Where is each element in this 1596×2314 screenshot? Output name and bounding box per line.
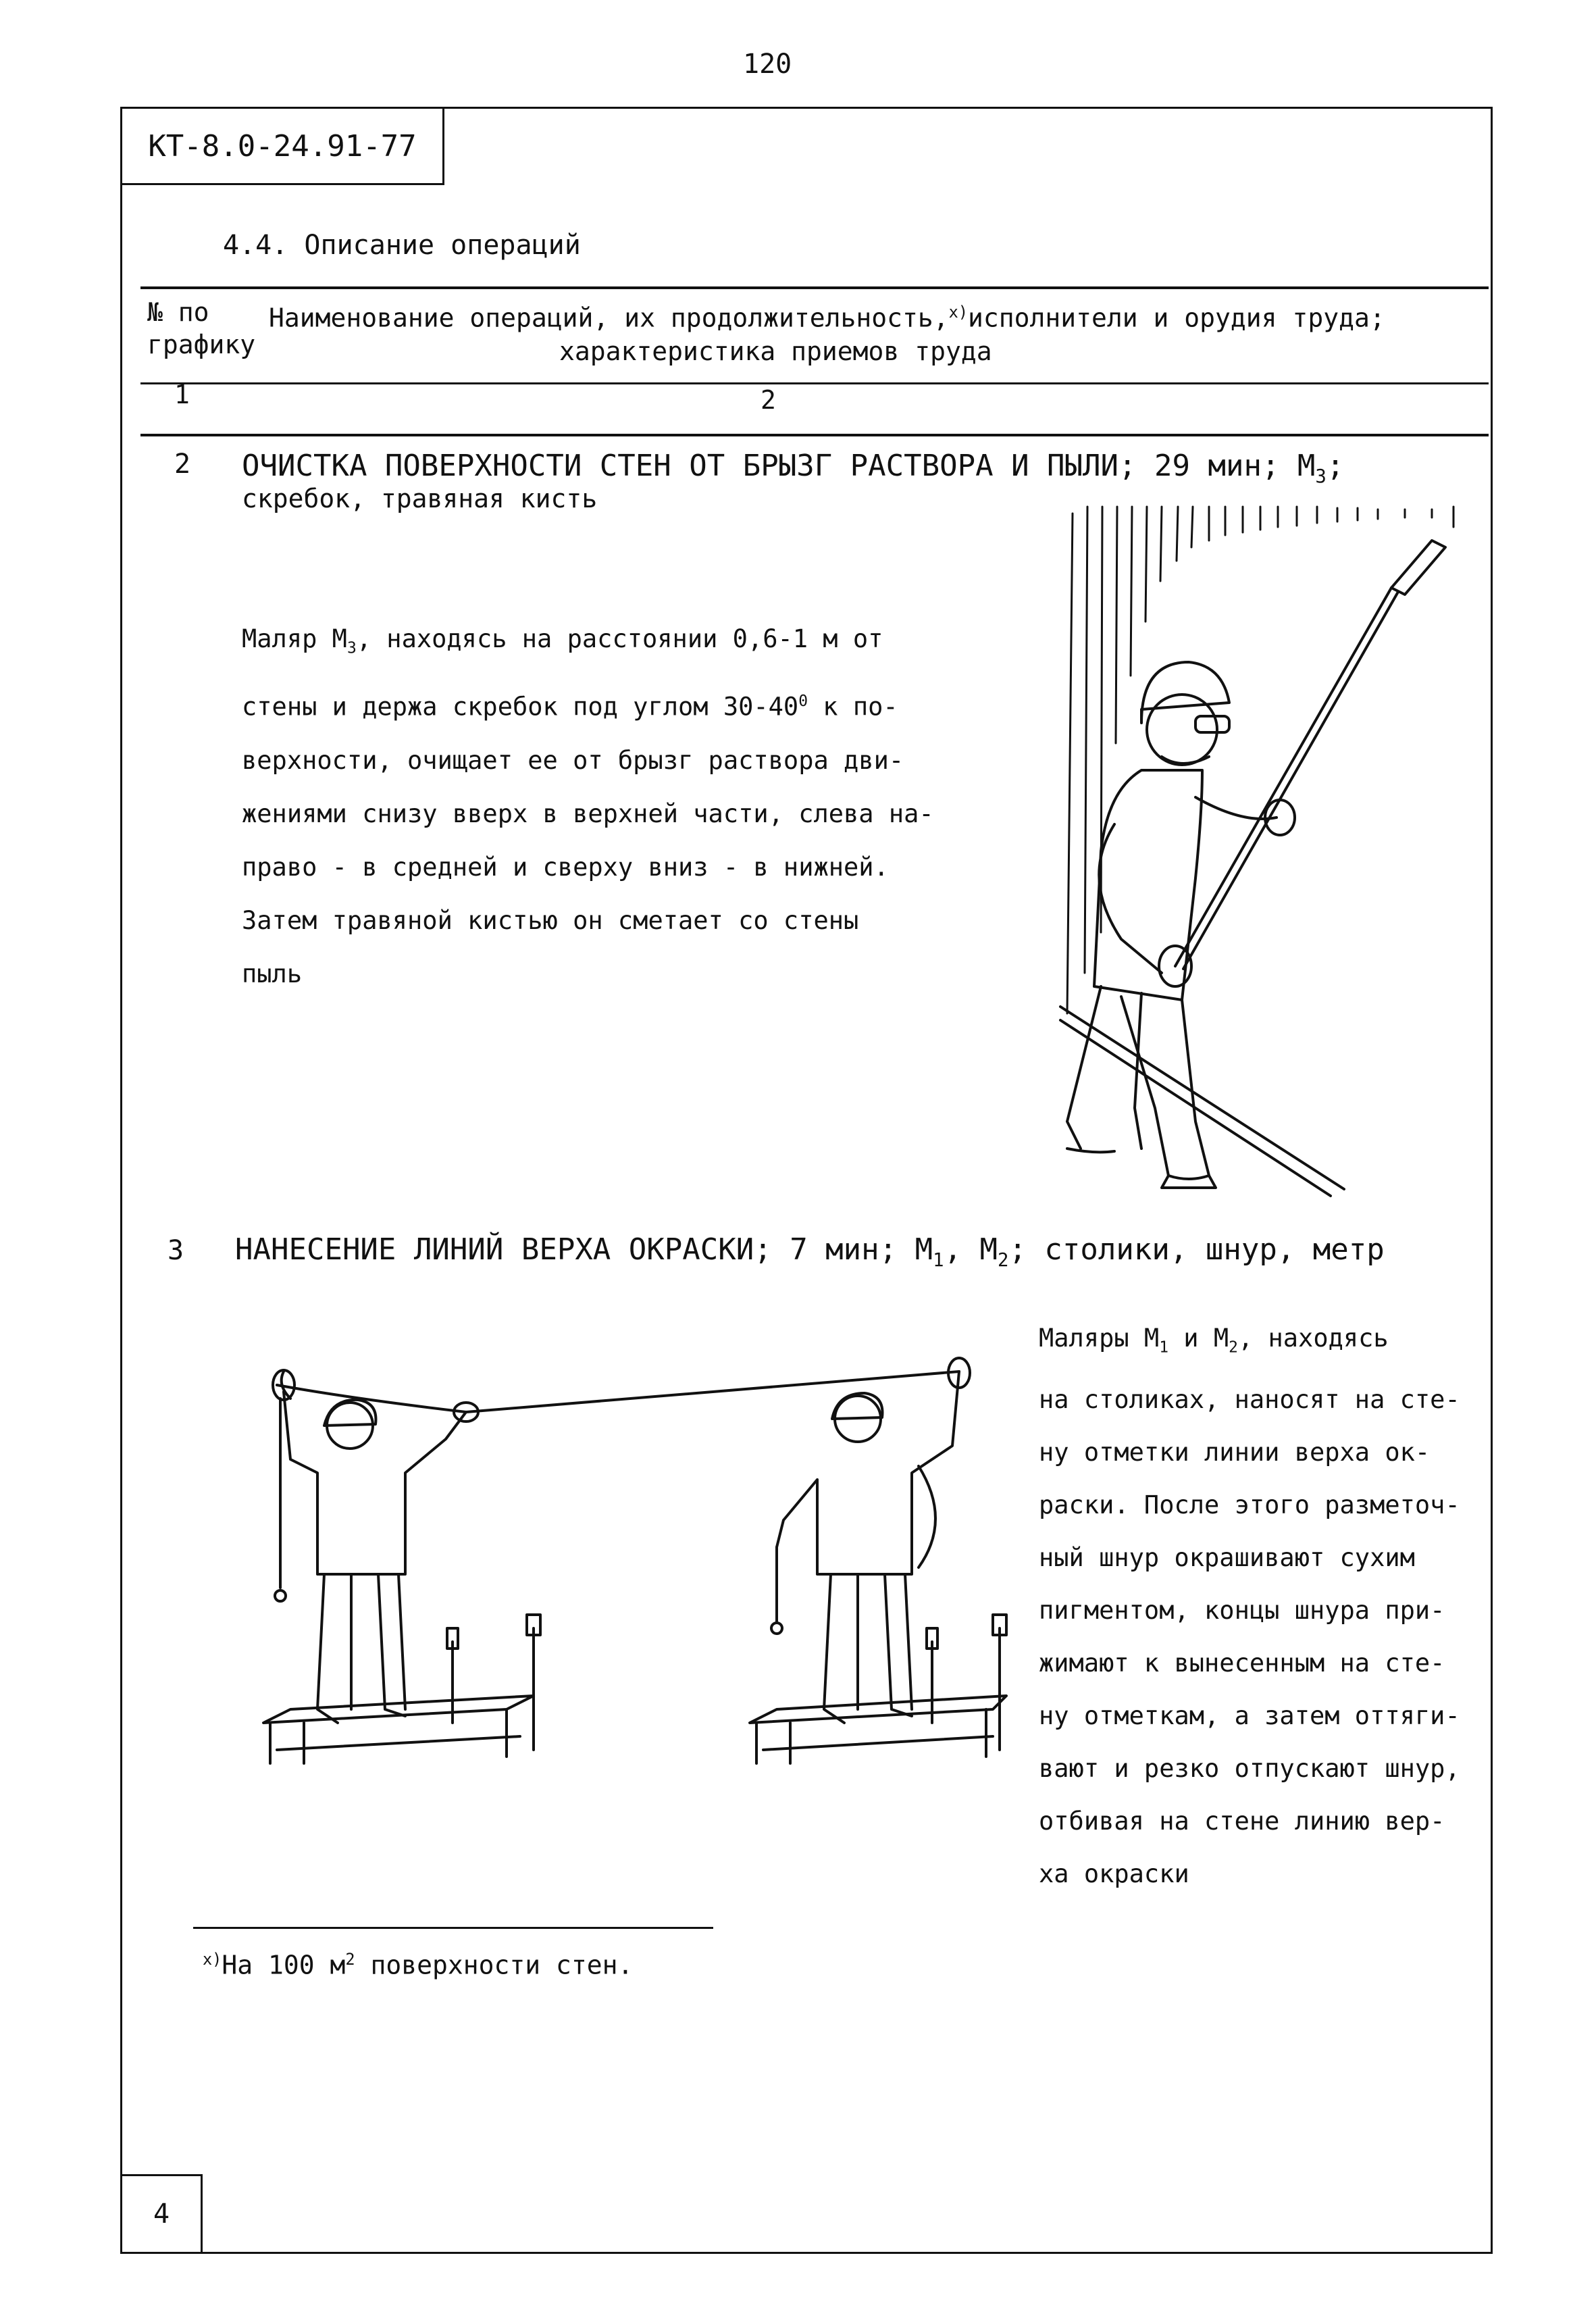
footnote-rule — [193, 1927, 713, 1929]
col2-header-line2: характеристика приемов труда — [559, 336, 992, 366]
page-number: 120 — [743, 49, 792, 80]
footnote-mark: x) — [948, 303, 968, 322]
document-code: КТ-8.0-24.91-77 — [148, 128, 417, 164]
col2-header-text: Наименование операций, их продолжительность, — [269, 303, 949, 333]
operation-2-number: 2 — [174, 449, 191, 480]
operation-3-description — [1039, 1312, 1460, 1901]
op3-line-11: ха окраски — [1039, 1859, 1189, 1889]
op2-line-5: право - в средней и сверху вниз - в нижней. — [242, 852, 889, 882]
illustration-painter-scraping-wall — [1040, 500, 1486, 1203]
col1-header-line1: № по — [147, 297, 209, 327]
operation-2-title-sub: 3 — [1315, 466, 1327, 487]
op2-line-4: жениями снизу вверх в верхней части, слева на- — [242, 799, 934, 828]
illustration-painters-marking-line — [250, 1344, 1006, 1777]
column-number-1: 1 — [174, 380, 190, 409]
op2-line-3: верхности, очищает ее от брызг раствора дви- — [242, 745, 904, 775]
operation-2-tools: скребок, травяная кисть — [242, 484, 598, 513]
header-top-rule — [140, 286, 1489, 289]
document-code-box — [120, 107, 444, 185]
column-number-2: 2 — [761, 385, 776, 415]
op3-line-8: ну отметкам, а затем оттяги- — [1039, 1701, 1460, 1731]
op2-line-1: Маляр $М_3$, находясь на расстоянии 0,6-1 м от — [242, 624, 883, 657]
header-mid-rule — [140, 382, 1489, 384]
corner-number: 4 — [153, 2198, 170, 2230]
col1-header-line2: графику — [147, 330, 256, 359]
section-title: 4.4. Описание операций — [223, 230, 581, 261]
col2-header-text-tail: исполнители и орудия труда; — [968, 303, 1385, 333]
op3-line-2: на столиках, наносят на сте- — [1039, 1385, 1460, 1415]
operation-2-title-end: ; — [1326, 449, 1345, 483]
operation-2-title-text: ОЧИСТКА ПОВЕРХНОСТИ СТЕН ОТ БРЫЗГ РАСТВОРА И ПЫЛИ; 29 мин; М — [242, 449, 1316, 483]
operation-3-title: НАНЕСЕНИЕ ЛИНИЙ ВЕРХА ОКРАСКИ; 7 мин; $М_1$, $М_2$; столики, шнур, метр — [235, 1232, 1385, 1271]
op2-line-7: пыль — [242, 959, 303, 988]
header-bottom-rule — [140, 434, 1489, 436]
op3-line-10: отбивая на стене линию вер- — [1039, 1807, 1445, 1836]
op3-line-4: раски. После этого разметоч- — [1039, 1490, 1460, 1520]
operation-3-number: 3 — [168, 1235, 184, 1266]
footnote: $^{x)}$На 100 $м^2$ поверхности стен. — [203, 1950, 634, 1980]
operation-3-title-text: НАНЕСЕНИЕ ЛИНИЙ ВЕРХА ОКРАСКИ; 7 мин; М — [235, 1232, 933, 1267]
op3-line-5: ный шнур окрашивают сухим — [1039, 1543, 1415, 1573]
op3-line-9: вают и резко отпускают шнур, — [1039, 1754, 1460, 1784]
op2-line-2: стены и держа скребок под углом $30-40^0$ к по- — [242, 692, 898, 722]
op3-line-6: пигментом, концы шнура при- — [1039, 1596, 1445, 1626]
op3-line-3: ну отметки линии верха ок- — [1039, 1438, 1431, 1467]
footnote-mark-bottom: x) — [203, 1950, 222, 1969]
col2-header-line1 — [269, 296, 1385, 334]
operation-2-description — [242, 612, 934, 1001]
corner-number-box — [120, 2174, 203, 2254]
op3-line-7: жимают к вынесенным на сте- — [1039, 1649, 1445, 1678]
op3-line-1: Маляры $М_1$ и $М_2$, находясь — [1039, 1324, 1389, 1357]
op2-line-6: Затем травяной кистью он сметает со стены — [242, 905, 859, 935]
